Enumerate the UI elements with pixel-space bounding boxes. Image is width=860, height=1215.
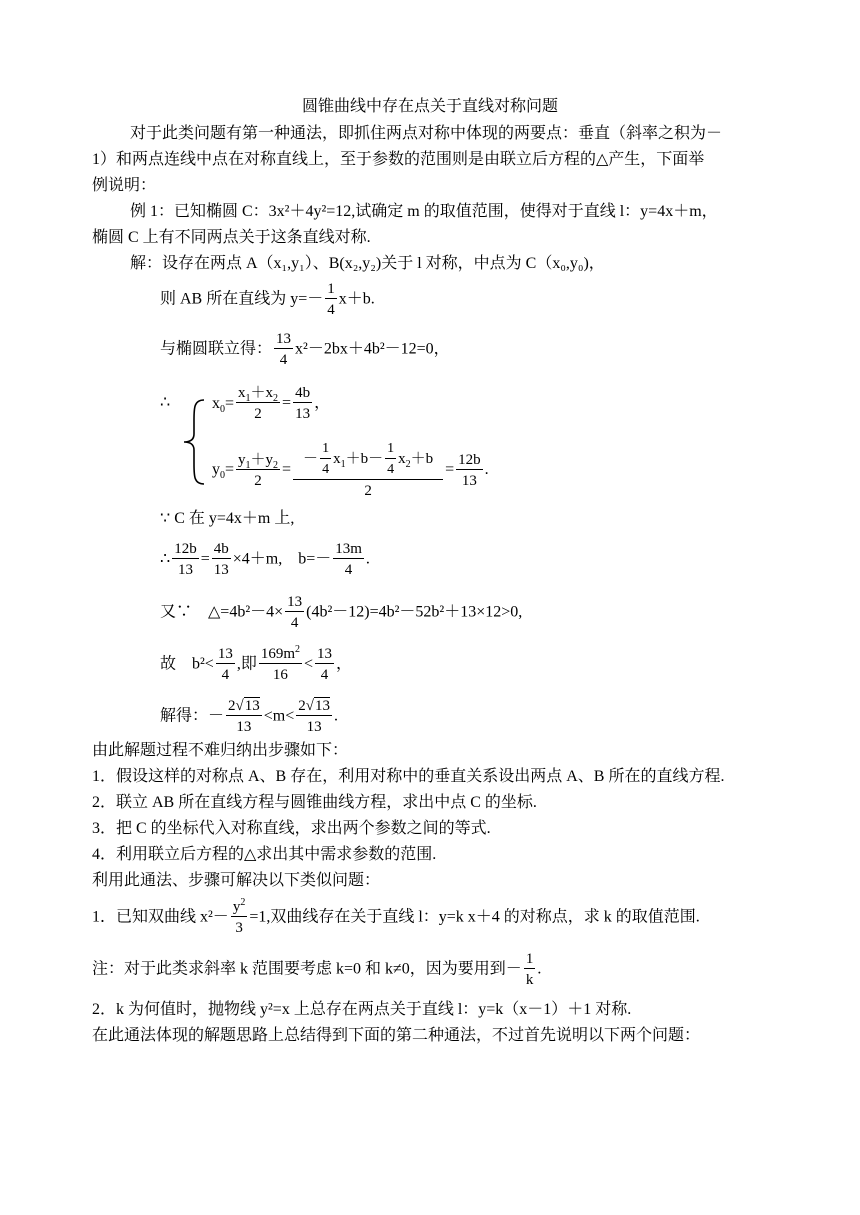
b-squared-inequality: 故 b²< $\frac{13}{4}$ ,即 $\frac{169m^2}{16}$ < $\frac{13}{4}$ ，	[160, 644, 353, 683]
final-line: 在此通法体现的解题思路上总结得到下面的第二种通法，不过首先说明以下两个问题：	[92, 1027, 701, 1044]
steps-intro: 由此解题过程不难归纳出步骤如下：	[92, 742, 349, 759]
problem-2: 2．k 为何值时，抛物线 y²=x 上总存在两点关于直线 l：y=k（x－1）＋1 对称.	[92, 1001, 632, 1018]
joint-equation	[160, 330, 450, 369]
c-on-line-text: C 在 y=4x＋m 上,	[174, 510, 295, 527]
ab-suffix: x＋b.	[338, 290, 375, 308]
problem-1: 1．已知双曲线 x²－ $\frac{y^2}{3}$ =1,双曲线存在关于直线 l：y=k x＋4 的对称点，求 k 的取值范围.	[92, 897, 700, 936]
similar-intro: 利用此通法、步骤可解决以下类似问题：	[92, 872, 381, 889]
fraction-13-4: $\frac{13}{4}$	[276, 331, 292, 368]
intro-line-2: 1）和两点连线中点在对称直线上，至于参数的范围则是由联立后方程的△产生，下面举	[92, 151, 705, 168]
therefore-word: 故 b²<	[160, 655, 214, 673]
because-symbol: ∵	[160, 510, 171, 527]
solve-prefix: 解得：－	[160, 707, 225, 725]
fraction-1-4: $\frac{1}{4}$	[327, 281, 335, 318]
therefore-symbol: ∴	[160, 394, 171, 411]
m-range-result: 解得：－ $\frac{2√13}{13}$ <m< $\frac{2√13}{13}$ .	[160, 698, 338, 735]
step-4: 4．利用联立后方程的△求出其中需求参数的范围.	[92, 846, 437, 863]
y0-equation: $y_0=$ $\frac{y_1+y_2}{2}$ = － $\frac{1}{4}$ $x_1+b-$ $\frac{1}{4}$ $x_2+b$ 2 = $\frac{12b}{13}$ .	[212, 441, 489, 499]
joint-suffix: x²－2bx＋4b²－12=0，	[295, 340, 450, 358]
ab-line-equation	[160, 280, 375, 319]
because-line	[160, 508, 294, 530]
solution-intro: 解：设存在两点 A（x₁,y₁）、B(x₂,y₂)关于 l 对称，中点为 C（x₀,y₀)，	[130, 255, 605, 272]
also-prefix: 又∵ △=4b²－4×	[160, 603, 284, 621]
ab-prefix: 则 AB 所在直线为 y=－	[160, 290, 324, 308]
step-1: 1．假设这样的对称点 A、B 存在，利用对称中的垂直关系设出两点 A、B 所在的直线方程.	[92, 768, 725, 785]
b-equation: ∴ $\frac{12b}{13}$ = $\frac{4b}{13}$ ×4＋m, b=－ $\frac{13m}{4}$ .	[160, 541, 370, 578]
example-1-line-2: 椭圆 C 上有不同两点关于这条直线对称.	[92, 229, 371, 246]
example-1-line-1: 例 1：已知椭圆 C：3x²＋4y²=12,试确定 m 的取值范围，使得对于直线 l：y=4x＋m，	[130, 203, 718, 220]
joint-prefix: 与椭圆联立得：	[160, 340, 273, 358]
also-suffix: (4b²－12)=4b²－52b²＋13×12>0,	[306, 603, 523, 621]
x0-equation: $x_0=$ $\frac{x_1+x_2}{2}$ = $\frac{4b}{13}$ ，	[212, 385, 331, 422]
delta-inequality: 又∵ △=4b²－4× $\frac{13}{4}$ (4b²－12)=4b²－52b²＋13×12>0,	[160, 594, 523, 631]
step-3: 3．把 C 的坐标代入对称直线，求出两个参数之间的等式.	[92, 820, 491, 837]
ji-text: ,即	[236, 655, 257, 673]
left-brace-icon	[178, 398, 208, 486]
eq-mid: ×4＋m, b=－	[232, 550, 332, 568]
intro-line-3: 例说明：	[92, 177, 157, 194]
page-title: 圆锥曲线中存在点关于直线对称问题	[301, 98, 558, 115]
note-prefix: 注：对于此类求斜率 k 范围要考虑 k=0 和 k≠0，因为要用到－	[92, 960, 522, 978]
p1-prefix: 1．已知双曲线 x²－	[92, 908, 229, 926]
p1-suffix: =1,双曲线存在关于直线 l：y=k x＋4 的对称点，求 k 的取值范围.	[249, 908, 700, 926]
intro-line-1: 对于此类问题有第一种通法，即抓住两点对称中体现的两要点：垂直（斜率之积为－	[130, 125, 723, 142]
note-line: 注：对于此类求斜率 k 范围要考虑 k=0 和 k≠0，因为要用到－ $\frac{1}{k}$ .	[92, 951, 542, 988]
step-2: 2．联立 AB 所在直线方程与圆锥曲线方程，求出中点 C 的坐标.	[92, 794, 537, 811]
